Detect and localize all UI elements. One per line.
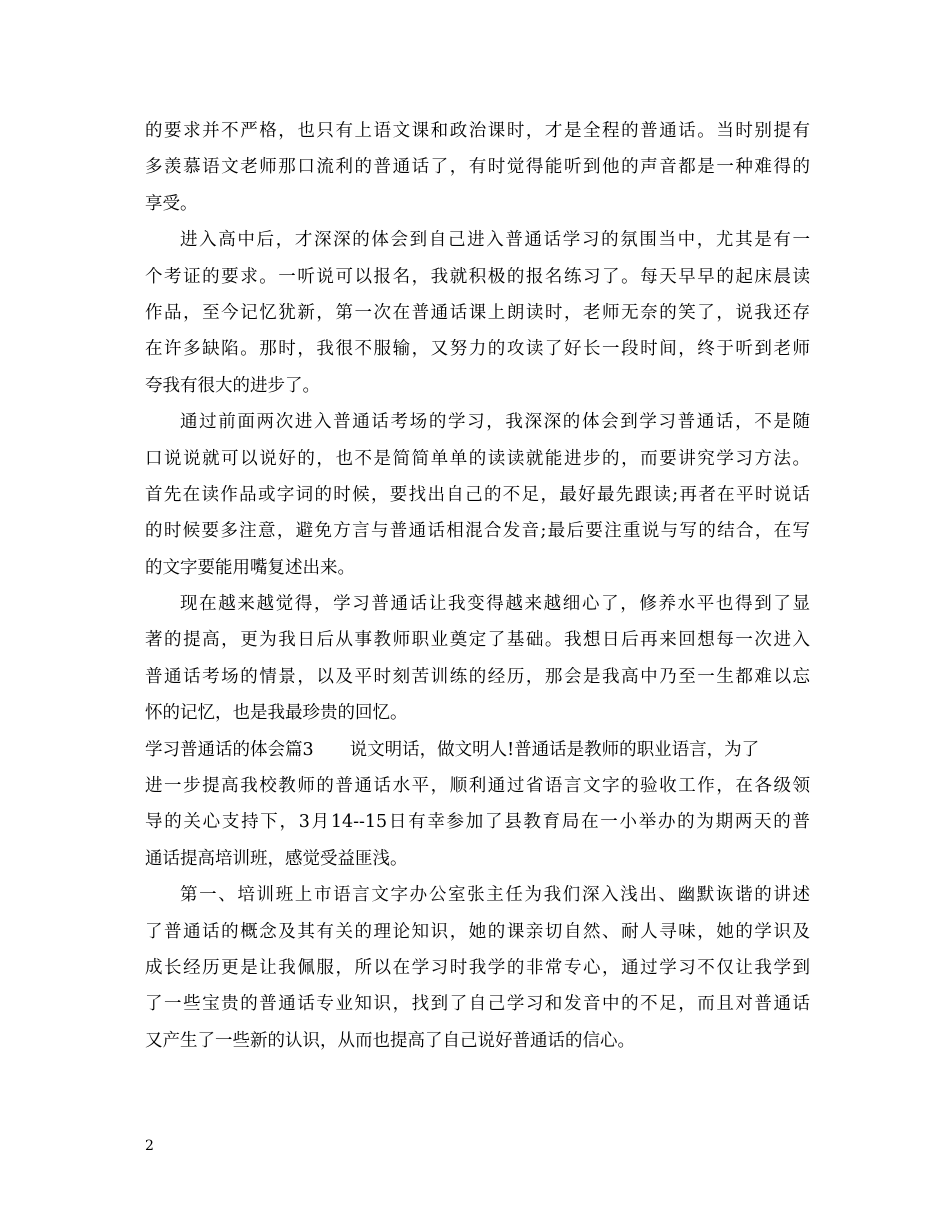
text-line: 进一步提高我校教师的普通话水平，顺利通过省语言文字的验收工作，在各级领 [145, 776, 810, 797]
section-first-text: 说文明话，做文明人!普通话是教师的职业语言，为了 [349, 739, 760, 760]
text-line: 的文字要能用嘴复述出来。 [145, 557, 355, 578]
text-line: 了普通话的概念及其有关的理论知识，她的课亲切自然、耐人寻味，她的学识及 [145, 921, 810, 942]
text-line: 怀的记忆，也是我最珍贵的回忆。 [145, 703, 408, 724]
text-line: 成长经历更是让我佩服，所以在学习时我学的非常专心，通过学习不仅让我学到 [145, 957, 810, 978]
text-line: 的时候要多注意，避免方言与普通话相混合发音;最后要注重说与写的结合，在写 [145, 521, 810, 542]
text-line: 个考证的要求。一听说可以报名，我就积极的报名练习了。每天早早的起床晨读 [145, 266, 810, 287]
text-line: 作品，至今记忆犹新，第一次在普通话课上朗读时，老师无奈的笑了，说我还存 [145, 302, 810, 323]
text-line: 第一、培训班上市语言文字办公室张主任为我们深入浅出、幽默诙谐的讲述 [180, 885, 810, 906]
text-line: 通话提高培训班，感觉受益匪浅。 [145, 848, 408, 869]
section-heading: 学习普通话的体会篇3 [145, 739, 314, 760]
text-line: 了一些宝贵的普通话专业知识，找到了自己学习和发音中的不足，而且对普通话 [145, 994, 810, 1015]
text-line: 又产生了一些新的认识，从而也提高了自己说好普通话的信心。 [145, 1030, 635, 1051]
text-line: 导的关心支持下，3月14--15日有幸参加了县教育局在一小举办的为期两天的普 [145, 812, 810, 833]
text-line: 进入高中后，才深深的体会到自己进入普通话学习的氛围当中，尤其是有一 [180, 230, 810, 251]
text-line: 普通话考场的情景，以及平时刻苦训练的经历，那会是我高中乃至一生都难以忘 [145, 666, 810, 687]
text-line: 口说说就可以说好的，也不是简简单单的读读就能进步的，而要讲究学习方法。 [145, 448, 810, 469]
text-line: 的要求并不严格，也只有上语文课和政治课时，才是全程的普通话。当时别提有 [145, 121, 810, 141]
text-line: 夸我有很大的进步了。 [145, 375, 320, 396]
text-line: 通过前面两次进入普通话考场的学习，我深深的体会到学习普通话，不是随 [180, 412, 810, 433]
text-line: 著的提高，更为我日后从事教师职业奠定了基础。我想日后再来回想每一次进入 [145, 630, 810, 651]
text-line: 首先在读作品或字词的时候，要找出自己的不足，最好最先跟读;再者在平时说话 [145, 484, 810, 505]
section-first-line [145, 732, 810, 768]
text-line: 多羡慕语文老师那口流利的普通话了，有时觉得能听到他的声音都是一种难得的 [145, 157, 810, 178]
body-text [145, 113, 810, 1059]
text-line: 在许多缺陷。那时，我很不服输，又努力的攻读了好长一段时间，终于听到老师 [145, 339, 810, 360]
text-line: 享受。 [145, 193, 198, 214]
text-line: 现在越来越觉得，学习普通话让我变得越来越细心了，修养水平也得到了显 [180, 594, 810, 615]
page-number: 2 [145, 1138, 154, 1154]
